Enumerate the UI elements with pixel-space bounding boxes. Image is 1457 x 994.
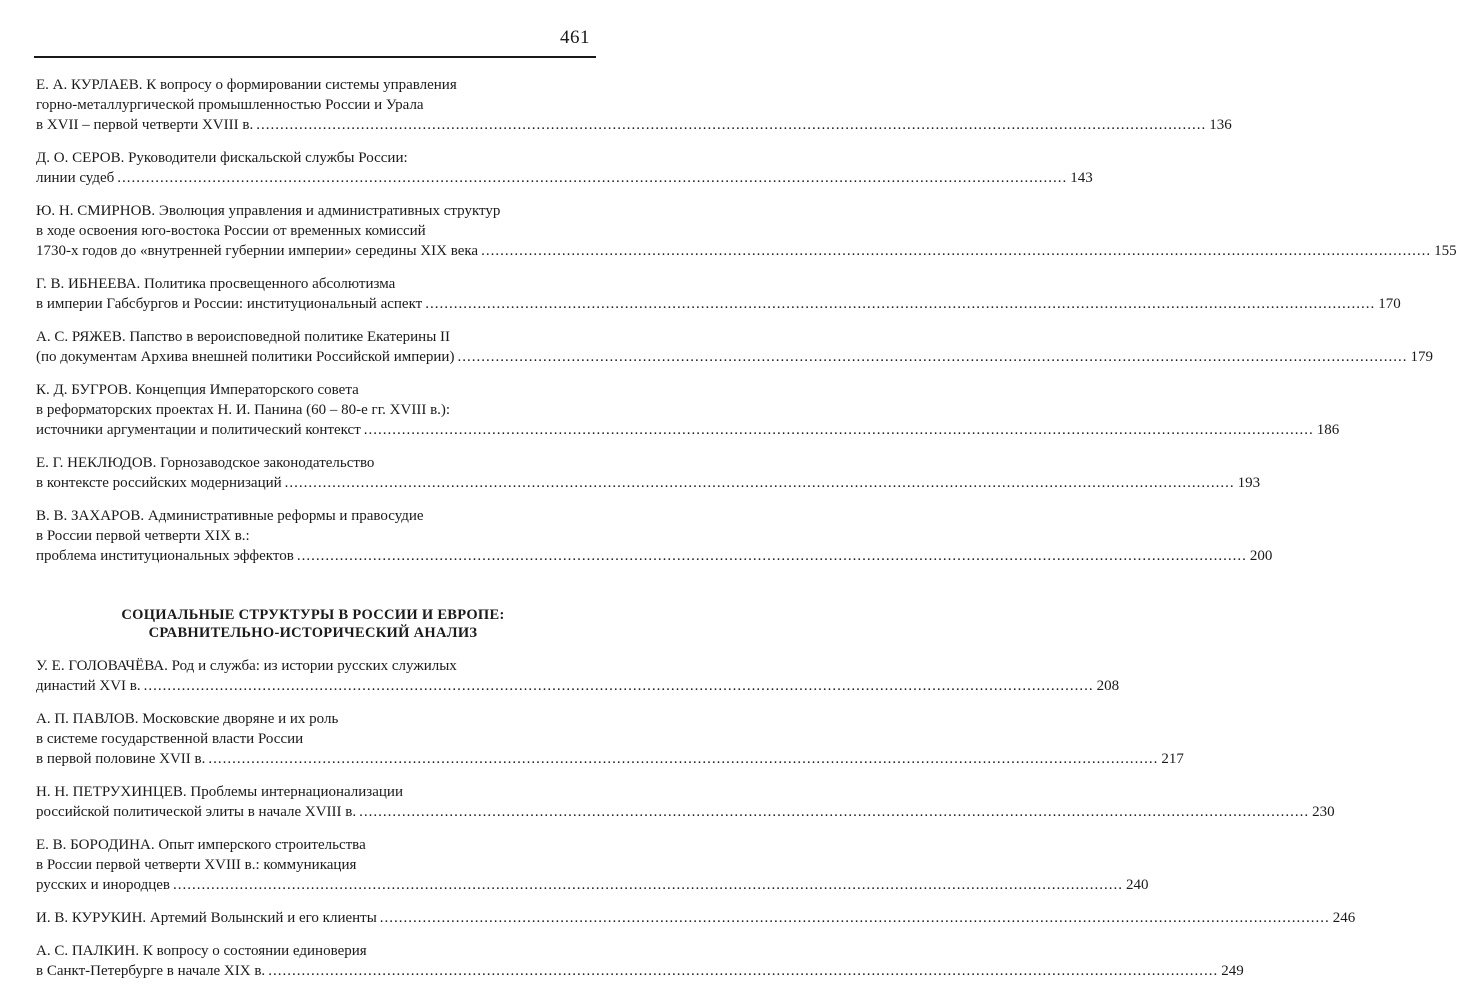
dot-leader: ........................................................................................................................................................................................................ bbox=[379, 910, 1330, 926]
entry-last-line bbox=[36, 546, 1273, 566]
toc-entry bbox=[36, 453, 1261, 493]
entry-line: в России первой четверти XVIII в.: коммуникация bbox=[36, 857, 357, 873]
dot-leader: ........................................................................................................................................................................................................ bbox=[143, 678, 1094, 694]
dot-leader: ........................................................................................................................................................................................................ bbox=[296, 548, 1247, 564]
dot-leader: ........................................................................................................................................................................................................ bbox=[172, 877, 1123, 893]
entry-page-number: 217 bbox=[1161, 751, 1184, 767]
toc-entry bbox=[36, 656, 1120, 696]
entry-page-number: 186 bbox=[1316, 422, 1340, 438]
entry-line: И. В. КУРУКИН. Артемий Волынский и его клиенты bbox=[36, 910, 377, 926]
entry-line: русских и инородцев bbox=[36, 877, 170, 893]
entry-line: в первой половине XVII в. bbox=[36, 751, 206, 767]
entry-line: в реформаторских проектах Н. И. Панина (60 – 80-е гг. XVIII в.): bbox=[36, 402, 451, 418]
dot-leader: ........................................................................................................................................................................................................ bbox=[457, 349, 1408, 365]
dot-leader: ........................................................................................................................................................................................................ bbox=[425, 296, 1376, 312]
entry-line: А. П. ПАВЛОВ. Московские дворяне и их роль bbox=[36, 711, 339, 727]
toc-entry bbox=[36, 201, 1457, 261]
toc-entry bbox=[36, 75, 1232, 135]
entry-line: Е. А. КУРЛАЕВ. К вопросу о формировании системы управления bbox=[36, 77, 457, 93]
toc-entry bbox=[36, 148, 1093, 188]
section-heading bbox=[36, 606, 590, 642]
entry-line: Е. В. БОРОДИНА. Опыт имперского строительства bbox=[36, 837, 366, 853]
entry-page-number: 240 bbox=[1125, 877, 1149, 893]
section-heading-line: СРАВНИТЕЛЬНО-ИСТОРИЧЕСКИЙ АНАЛИЗ bbox=[148, 625, 478, 641]
header-rule bbox=[34, 56, 596, 58]
entry-page-number: 136 bbox=[1209, 117, 1232, 133]
entry-page-number: 155 bbox=[1434, 243, 1457, 259]
dot-leader: ........................................................................................................................................................................................................ bbox=[481, 243, 1432, 259]
entry-last-line bbox=[36, 875, 1149, 895]
entry-line: проблема институциональных эффектов bbox=[36, 548, 294, 564]
section-heading-line: СОЦИАЛЬНЫЕ СТРУКТУРЫ В РОССИИ И ЕВРОПЕ: bbox=[121, 607, 505, 623]
entry-line: российской политической элиты в начале XVIII в. bbox=[36, 804, 357, 820]
toc-entry bbox=[36, 709, 1184, 769]
entry-line: К. Д. БУГРОВ. Концепция Императорского совета bbox=[36, 382, 359, 398]
toc-entry bbox=[36, 908, 1356, 928]
toc-entry bbox=[36, 380, 1340, 440]
entry-line: (по документам Архива внешней политики Российской империи) bbox=[36, 349, 455, 365]
entry-line: в России первой четверти XIX в.: bbox=[36, 528, 250, 544]
toc-entry bbox=[36, 782, 1335, 822]
toc-entry bbox=[36, 274, 1401, 314]
entry-last-line bbox=[36, 115, 1232, 135]
entry-line: Ю. Н. СМИРНОВ. Эволюция управления и административных структур bbox=[36, 203, 501, 219]
entry-line: У. Е. ГОЛОВАЧЁВА. Род и служба: из истории русских служилых bbox=[36, 658, 457, 674]
entry-last-line bbox=[36, 473, 1261, 493]
entry-line: в Санкт-Петербурге в начале XIX в. bbox=[36, 963, 266, 979]
entry-line: 1730-х годов до «внутренней губернии империи» середины XIX века bbox=[36, 243, 479, 259]
entry-page-number: 208 bbox=[1096, 678, 1120, 694]
toc-entry bbox=[36, 506, 1273, 566]
entry-line: династий XVI в. bbox=[36, 678, 141, 694]
entry-line: источники аргументации и политический контекст bbox=[36, 422, 361, 438]
entry-last-line bbox=[36, 420, 1340, 440]
entry-last-line bbox=[36, 294, 1401, 314]
dot-leader: ........................................................................................................................................................................................................ bbox=[268, 963, 1219, 979]
dot-leader: ........................................................................................................................................................................................................ bbox=[208, 751, 1159, 767]
toc-section-2 bbox=[36, 656, 1356, 981]
entry-last-line bbox=[36, 676, 1120, 696]
entry-line: в системе государственной власти России bbox=[36, 731, 304, 747]
entry-page-number: 200 bbox=[1249, 548, 1273, 564]
toc-entry bbox=[36, 941, 1244, 981]
table-of-contents bbox=[36, 75, 1457, 994]
entry-line: в XVII – первой четверти XVIII в. bbox=[36, 117, 254, 133]
entry-page-number: 143 bbox=[1070, 170, 1093, 186]
entry-line: Е. Г. НЕКЛЮДОВ. Горнозаводское законодательство bbox=[36, 455, 375, 471]
dot-leader: ........................................................................................................................................................................................................ bbox=[359, 804, 1310, 820]
entry-last-line bbox=[36, 168, 1093, 188]
entry-line: горно-металлургической промышленностью России и Урала bbox=[36, 97, 424, 113]
entry-last-line bbox=[36, 961, 1244, 981]
entry-page-number: 246 bbox=[1332, 910, 1356, 926]
entry-page-number: 249 bbox=[1221, 963, 1244, 979]
dot-leader: ........................................................................................................................................................................................................ bbox=[256, 117, 1207, 133]
entry-line: линии судеб bbox=[36, 170, 115, 186]
toc-section-1 bbox=[36, 75, 1457, 566]
entry-page-number: 193 bbox=[1237, 475, 1261, 491]
entry-line: В. В. ЗАХАРОВ. Административные реформы и правосудие bbox=[36, 508, 424, 524]
entry-line: А. С. ПАЛКИН. К вопросу о состоянии единоверия bbox=[36, 943, 367, 959]
entry-page-number: 230 bbox=[1312, 804, 1335, 820]
entry-last-line bbox=[36, 347, 1433, 367]
dot-leader: ........................................................................................................................................................................................................ bbox=[363, 422, 1314, 438]
entry-last-line bbox=[36, 749, 1184, 769]
entry-line: Г. В. ИБНЕЕВА. Политика просвещенного абсолютизма bbox=[36, 276, 396, 292]
entry-line: в ходе освоения юго-востока России от временных комиссий bbox=[36, 223, 426, 239]
entry-line: Д. О. СЕРОВ. Руководители фискальской службы России: bbox=[36, 150, 408, 166]
entry-line: Н. Н. ПЕТРУХИНЦЕВ. Проблемы интернационализации bbox=[36, 784, 403, 800]
entry-line: в контексте российских модернизаций bbox=[36, 475, 282, 491]
entry-page-number: 170 bbox=[1378, 296, 1401, 312]
entry-last-line bbox=[36, 908, 1356, 928]
entry-line: в империи Габсбургов и России: институциональный аспект bbox=[36, 296, 423, 312]
entry-page-number: 179 bbox=[1410, 349, 1433, 365]
toc-entry bbox=[36, 327, 1433, 367]
entry-line: А. С. РЯЖЕВ. Папство в вероисповедной политике Екатерины II bbox=[36, 329, 451, 345]
entry-last-line bbox=[36, 241, 1457, 261]
dot-leader: ........................................................................................................................................................................................................ bbox=[117, 170, 1068, 186]
dot-leader: ........................................................................................................................................................................................................ bbox=[284, 475, 1235, 491]
toc-entry bbox=[36, 835, 1149, 895]
page-number: 461 bbox=[560, 27, 590, 48]
entry-last-line bbox=[36, 802, 1335, 822]
